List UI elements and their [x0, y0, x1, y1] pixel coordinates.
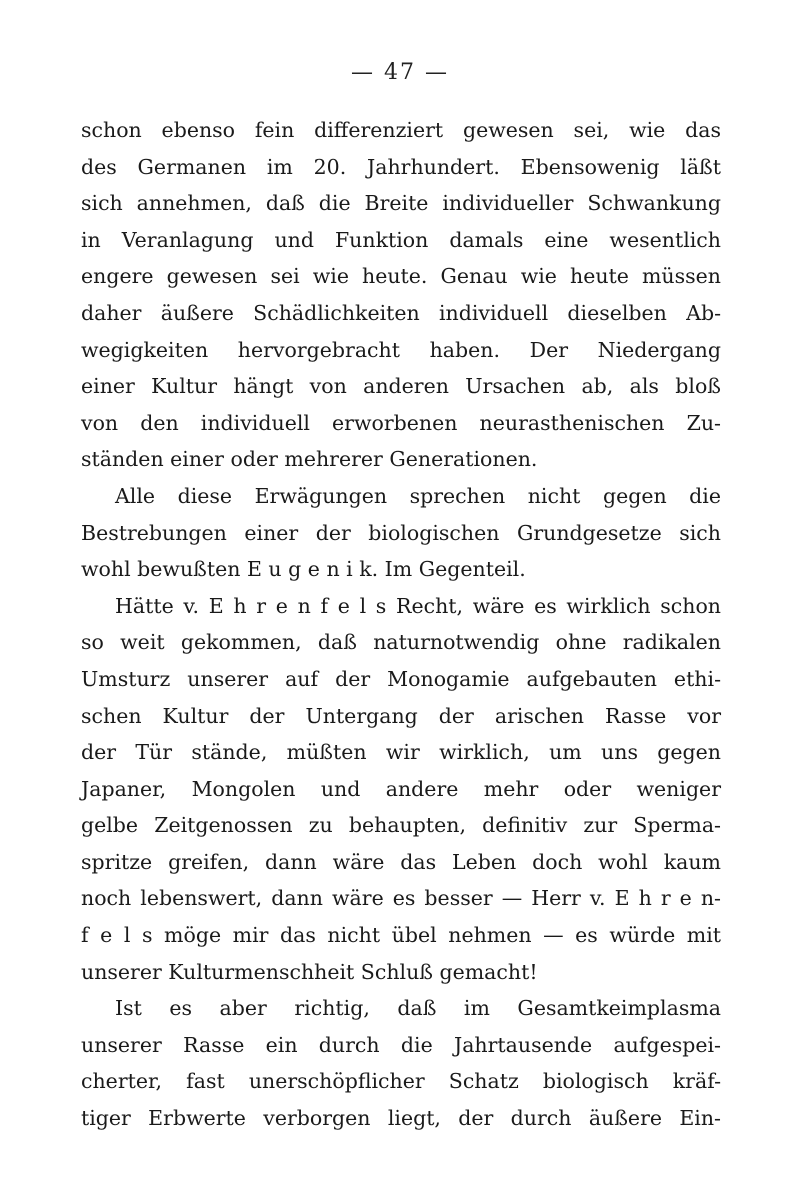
text-line: einer Kultur hängt von anderen Ursachen ab, als bloß	[81, 374, 721, 399]
text-line: des Germanen im 20. Jahrhundert. Ebensowenig läßt	[81, 154, 721, 179]
text-line: gelbe Zeitgenossen zu behaupten, definitiv zur Sperma-	[81, 813, 721, 838]
text-line: schen Kultur der Untergang der arischen Rasse vor	[81, 703, 721, 728]
text-line: tiger Erbwerte verborgen liegt, der durch äußere Ein-	[81, 1106, 721, 1131]
text-line: Hätte v. E h r e n f e l s Recht, wäre es wirklich schon	[115, 593, 721, 618]
text-line: sich annehmen, daß die Breite individueller Schwankung	[81, 191, 721, 216]
text-line: noch lebenswert, dann wäre es besser — Herr v. E h r e n-	[81, 886, 721, 911]
text-line: der Tür stände, müßten wir wirklich, um uns gegen	[81, 740, 721, 765]
text-line: in Veranlagung und Funktion damals eine wesentlich	[81, 227, 721, 252]
text-line: spritze greifen, dann wäre das Leben doch wohl kaum	[81, 849, 721, 874]
text-line: cherter, fast unerschöpflicher Schatz biologisch kräf-	[81, 1069, 721, 1094]
body-text	[81, 112, 721, 1137]
text-line: Alle diese Erwägungen sprechen nicht gegen die	[115, 483, 721, 508]
text-line: f e l s möge mir das nicht übel nehmen — es würde mit	[81, 923, 721, 948]
text-line: so weit gekommen, daß naturnotwendig ohne radikalen	[81, 630, 721, 655]
page-number: — 47 —	[351, 60, 449, 85]
text-line: ständen einer oder mehrerer Generationen.	[81, 447, 538, 472]
text-line: wegigkeiten hervorgebracht haben. Der Niedergang	[81, 337, 721, 362]
text-line: unserer Rasse ein durch die Jahrtausende aufgespei-	[81, 1032, 721, 1057]
text-line: Bestrebungen einer der biologischen Grundgesetze sich	[81, 520, 721, 545]
text-line: daher äußere Schädlichkeiten individuell dieselben Ab-	[81, 300, 721, 325]
text-line: engere gewesen sei wie heute. Genau wie heute müssen	[81, 264, 721, 289]
text-line: schon ebenso fein differenziert gewesen sei, wie das	[81, 118, 721, 142]
text-line: unserer Kulturmenschheit Schluß gemacht!	[81, 959, 538, 984]
text-line: Umsturz unserer auf der Monogamie aufgebauten ethi-	[81, 666, 721, 691]
text-line: Ist es aber richtig, daß im Gesamtkeimplasma	[115, 996, 721, 1021]
text-line: Japaner, Mongolen und andere mehr oder weniger	[81, 776, 721, 801]
text-line: wohl bewußten E u g e n i k. Im Gegenteil.	[81, 557, 526, 582]
text-line: von den individuell erworbenen neurasthenischen Zu-	[81, 410, 721, 435]
